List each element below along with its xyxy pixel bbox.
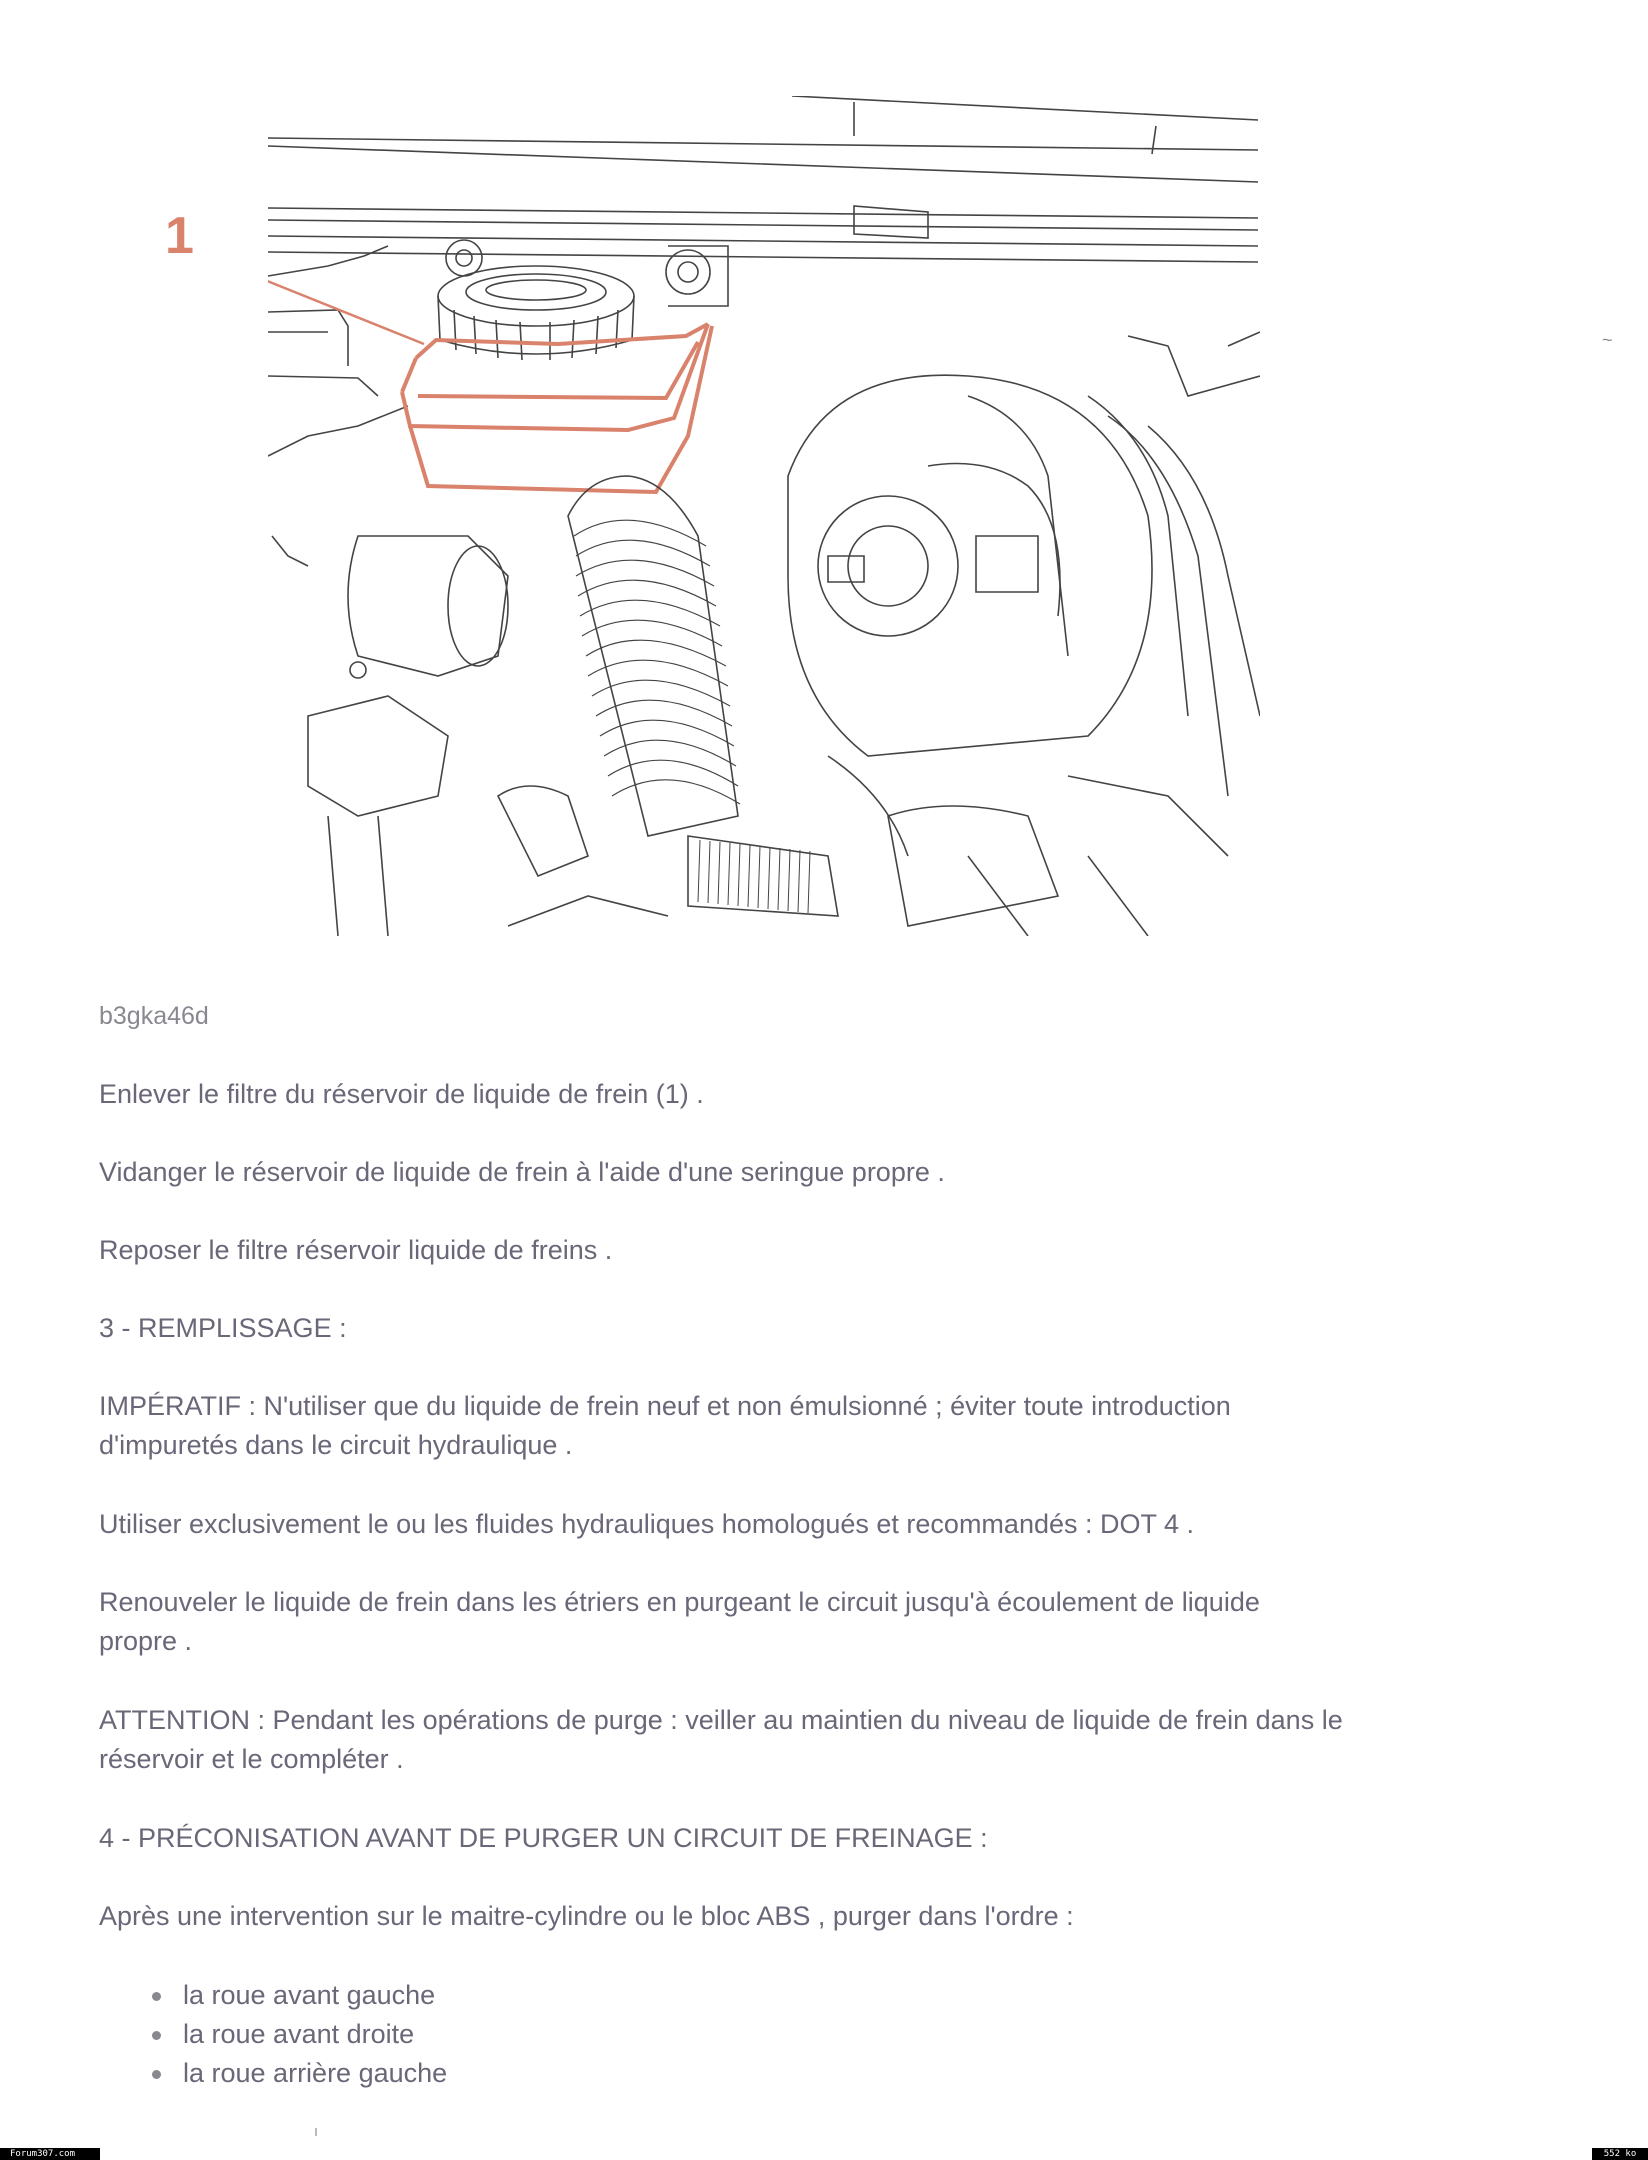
fluid-spec-text: Utiliser exclusivement le ou les fluides hydrauliques homologués et recommandés : DOT 4 . (99, 1509, 1195, 1539)
bleeding-order-intro: Après une intervention sur le maitre-cylindre ou le bloc ABS , purger dans l'ordre : (99, 1901, 1074, 1931)
engine-bay-illustration (268, 96, 1260, 936)
callout-number: 1 (165, 207, 194, 265)
list-item-label: la roue arrière gauche (183, 2058, 448, 2088)
list-item-label: la roue avant gauche (183, 1980, 436, 2010)
scan-artifact (315, 2128, 317, 2136)
renew-fluid-line1: Renouveler le liquide de frein dans les étriers en purgeant le circuit jusqu'à écoulement de liquide (99, 1587, 1260, 1617)
imperative-note-line1: IMPÉRATIF : N'utiliser que du liquide de frein neuf et non émulsionné ; éviter toute introduction (99, 1391, 1231, 1421)
section-heading-filling: 3 - REMPLISSAGE : (99, 1313, 347, 1343)
step-remove-filter: Enlever le filtre du réservoir de liquide de frein (1) . (99, 1079, 704, 1109)
warning-note-line1: ATTENTION : Pendant les opérations de purge : veiller au maintien du niveau de liquide de frein dans le (99, 1705, 1343, 1735)
purge-order-list (99, 1976, 447, 2093)
bullet-icon (152, 1992, 161, 2001)
imperative-note-line2: d'impuretés dans le circuit hydraulique . (99, 1430, 573, 1460)
list-item (99, 2015, 447, 2054)
footer-site-label: Forum307.com (0, 2148, 100, 2160)
section-heading-bleeding: 4 - PRÉCONISATION AVANT DE PURGER UN CIRCUIT DE FREINAGE : (99, 1823, 988, 1853)
renew-fluid-line2: propre . (99, 1626, 193, 1656)
step-refit-filter: Reposer le filtre réservoir liquide de freins . (99, 1235, 613, 1265)
step-drain-reservoir: Vidanger le réservoir de liquide de frein à l'aide d'une seringue propre . (99, 1157, 945, 1187)
list-item (99, 2054, 447, 2093)
warning-note-line2: réservoir et le compléter . (99, 1744, 404, 1774)
list-item-label: la roue avant droite (183, 2019, 415, 2049)
list-item (99, 1976, 447, 2015)
bullet-icon (152, 2031, 161, 2040)
bullet-icon (152, 2070, 161, 2079)
footer-size-label: 552 ko (1592, 2148, 1648, 2160)
scan-artifact: ~ (1602, 330, 1610, 350)
image-reference: b3gka46d (99, 1002, 209, 1030)
